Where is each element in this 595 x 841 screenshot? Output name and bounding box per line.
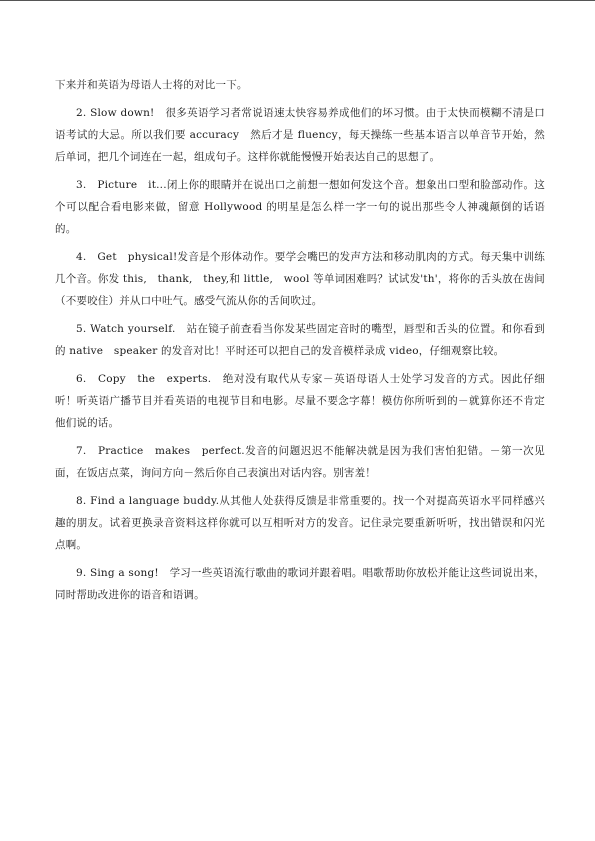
- tip-4-get-physical: 4. Get physical!发音是个形体动作。要学会嘴巴的发声方法和移动肌肉的方式。每天集中训练几个音。你发 this, thank, they,和 little, wool 等单词困难吗？试试发'th'，将你的舌头放在齿间（不要咬住）并从口中吐气。感受气流从你的舌间吹过。: [55, 251, 545, 307]
- tip-3-picture-it: 3. Picture it...闭上你的眼睛并在说出口之前想一想如何发这个音。想象出口型和脸部动作。这个可以配合看电影来做，留意 Hollywood 的明星是怎么样一字一句的说出那些令人神魂颠倒的话语的。: [55, 179, 545, 235]
- tip-9-sing-a-song: 9. Sing a song! 学习一些英语流行歌曲的歌词并跟着唱。唱歌帮助你放松并能让这些词说出来，同时帮助改进你的语音和语调。: [55, 567, 545, 601]
- paragraph-continuation: 下来并和英语为母语人士将的对比一下。: [55, 79, 248, 91]
- tip-5-watch-yourself: 5. Watch yourself. 站在镜子前查看当你发某些固定音时的嘴型，唇型和舌头的位置。和你看到的 native speaker 的发音对比！平时还可以把自己的发音模样录成 video，仔细观察比较。: [55, 323, 545, 357]
- top-border-line: [0, 0, 595, 1]
- tip-2-slow-down: 2. Slow down! 很多英语学习者常说语速太快容易养成他们的坏习惯。由于太快而模糊不清是口语考试的大忌。所以我们要 accuracy 然后才是 fluency，每天操练一些基本语言以单音节开始，然后单词，把几个词连在一起，组成句子。这样你就能慢慢开始表达自己的思想了。: [55, 107, 545, 163]
- tip-6-copy-the-experts: 6. Copy the experts. 绝对没有取代从专家－英语母语人士处学习发音的方式。因此仔细听！听英语广播节目并看英语的电视节目和电影。尽量不要念字幕！模仿你所听到的－就算你还不肯定他们说的话。: [55, 373, 545, 429]
- document-body: [55, 74, 545, 612]
- tip-7-practice-makes-perfect: 7. Practice makes perfect.发音的问题迟迟不能解决就是因为我们害怕犯错。－第一次见面，在饭店点菜，询问方向－然后你自己表演出对话内容。别害羞！: [55, 445, 545, 479]
- tip-8-find-a-language-buddy: 8. Find a language buddy.从其他人处获得反馈是非常重要的。找一个对提高英语水平同样感兴趣的朋友。试着更换录音资料这样你就可以互相听对方的发音。记住录完要重新听听，找出错误和闪光点啊。: [55, 495, 545, 551]
